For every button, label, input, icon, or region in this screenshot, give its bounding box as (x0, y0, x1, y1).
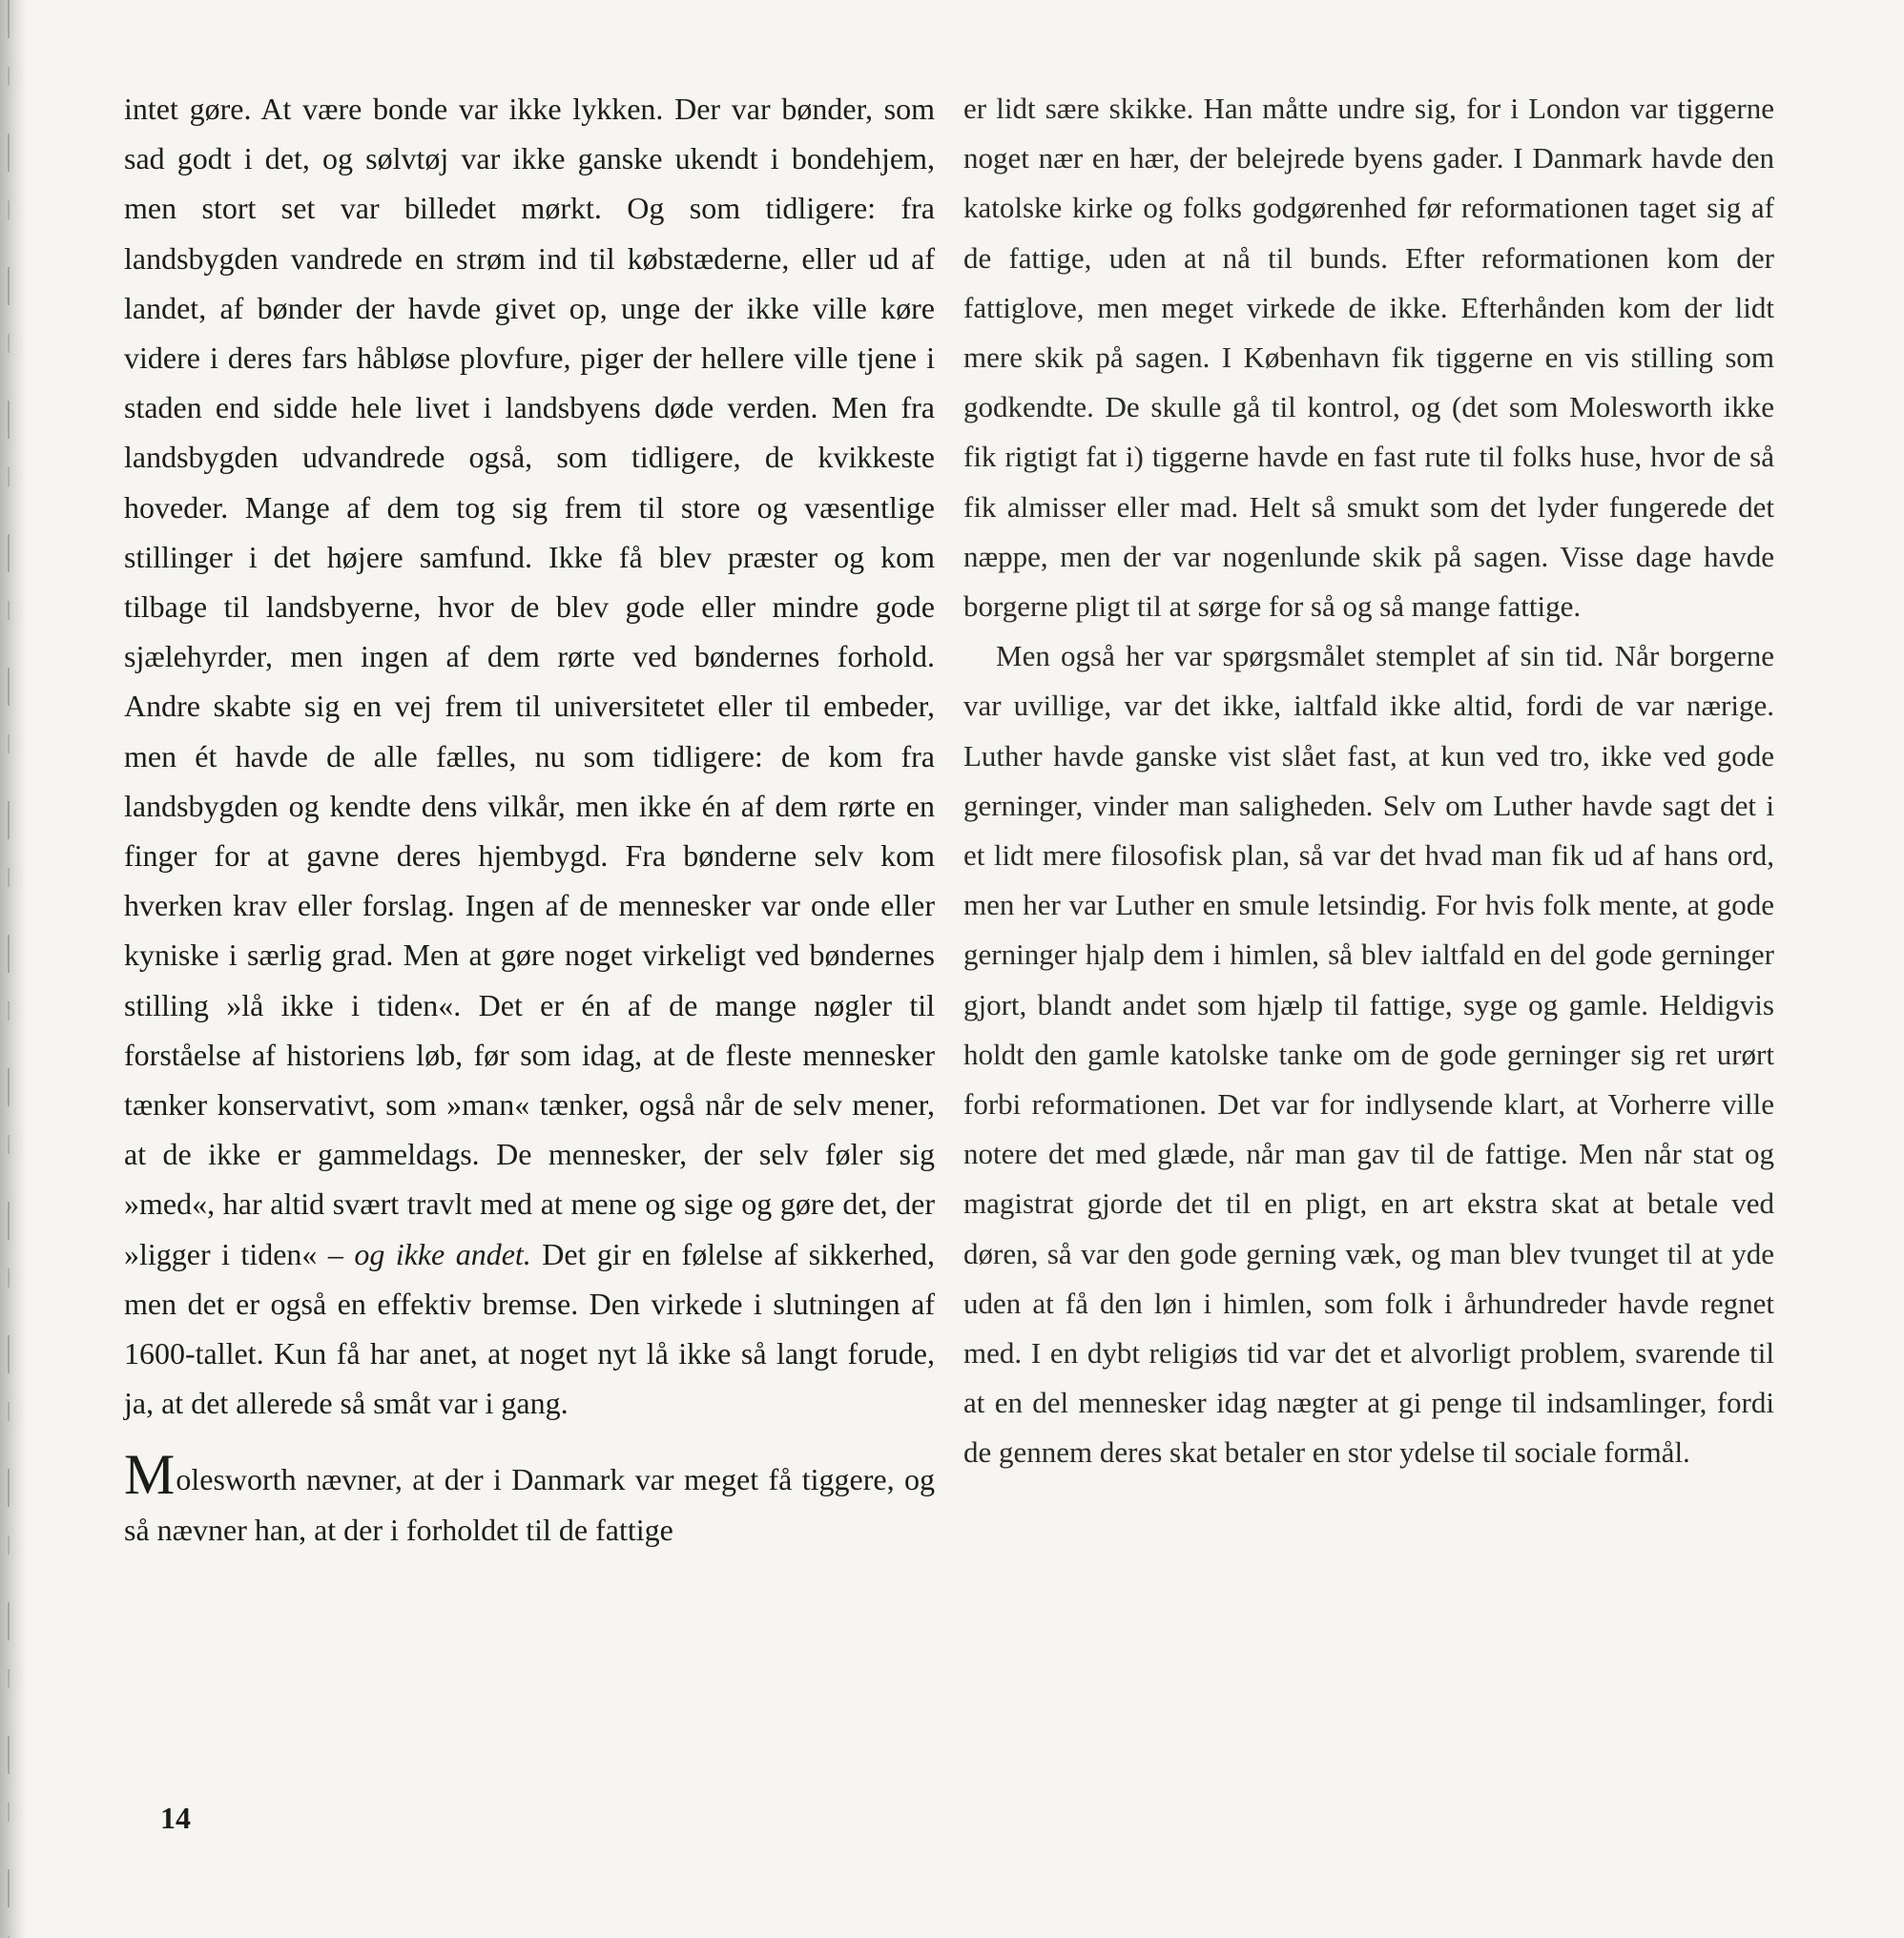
drop-cap: M (124, 1443, 176, 1507)
left-paragraph-1-italic: og ikke andet. (354, 1236, 531, 1271)
left-column (124, 84, 935, 1555)
right-paragraph-2: Men også her var spørgsmålet stemplet af sin tid. Når borgerne var uvillige, var det ikke, ialtfald ikke altid, fordi de var nærige. Luther havde ganske vist slået fast, at kun ved tro, ikke ved gode gerninger, vinder man saligheden. Selv om Luther havde sagt det i et lidt mere filosofisk plan, så var det hvad man fik ud af hans ord, men her var Luther en smule letsindig. For hvis folk mente, at gode gerninger hjalp dem i himlen, så blev ialtfald en del gode gerninger gjort, blandt andet som hjælp til fattige, syge og gamle. Heldigvis holdt den gamle katolske tanke om de gode gerninger sig ret urørt forbi reformationen. Det var for indlysende klart, at Vorherre ville notere det med glæde, når man gav til de fattige. Men når stat og magistrat gjorde det til en pligt, en art ekstra skat at betale ved døren, så var den gode gerning væk, og man blev tvunget til at yde uden at få den løn i himlen, som folk i århundreder havde regnet med. I en dybt religiøs tid var det et alvorligt problem, svarende til at en del mennesker idag nægter at gi penge til indsamlinger, fordi de gennem deres skat betaler en stor ydelse til sociale formål. (963, 639, 1774, 1470)
right-column (963, 84, 1774, 1478)
right-paragraph-1: er lidt sære skikke. Han måtte undre sig, for i London var tiggerne noget nær en hær, der belejrede byens gader. I Danmark havde den katolske kirke og folks godgørenhed før reformationen taget sig af de fattige, uden at nå til bunds. Efter reformationen kom der fattiglove, men meget virkede de ikke. Efterhånden kom der lidt mere skik på sagen. I København fik tiggerne en vis stilling som godkendte. De skulle gå til kontrol, og (det som Molesworth ikke fik rigtigt fat i) tiggerne havde en fast rute til folks huse, hvor de så fik almisser eller mad. Helt så smukt som det lyder fungerede det næppe, men der var nogenlunde skik på sagen. Visse dage havde borgerne pligt til at sørge for så og så mange fattige. (963, 92, 1774, 624)
left-paragraph-1-end: Det gir en følelse af sikkerhed, men det er også en effektiv bremse. Den virkede i slutningen af 1600-tallet. Kun få har anet, at noget nyt lå ikke så langt forude, ja, at det allerede så småt var i gang. (124, 1236, 936, 1421)
page-gutter (8, 0, 10, 1938)
page-number: 14 (160, 1801, 191, 1835)
left-paragraph-1-text: intet gøre. At være bonde var ikke lykken. Der var bønder, som sad godt i det, og sølvtøj var ikke ganske ukendt i bondehjem, men stort set var billedet mørkt. Og som tidligere: fra landsbygden vandrede en strøm ind til købstæderne, eller ud af landet, af bønder der havde givet op, unge der ikke ville køre videre i deres fars håbløse plovfure, piger der hellere ville tjene i staden end sidde hele livet i landsbyens døde verden. Men fra landsbygden udvandrede også, som tidligere, de kvikkeste hoveder. Mange af dem tog sig frem til store og væsentlige stillinger i det højere samfund. Ikke få blev præster og kom tilbage til landsbyerne, hvor de blev gode eller mindre gode sjælehyrder, men ingen af dem rørte ved bøndernes forhold. Andre skabte sig en vej frem til universitetet eller til embeder, men ét havde de alle fælles, nu som tidligere: de kom fra landsbygden og kendte dens vilkår, men ikke én af dem rørte en finger for at gavne deres hjembygd. Fra bønderne selv kom hverken krav eller forslag. Ingen af de mennesker var onde eller kyniske i særlig grad. Men at gøre noget virkeligt ved bøndernes stilling »lå ikke i tiden«. Det er én af de mange nøgler til forståelse af historiens løb, før som idag, at de fleste mennesker tænker konservativt, som »man« tænker, også når de selv mener, at de ikke er gammeldags. De mennesker, der selv føler sig »med«, har altid svært travlt med at mene og sige og gøre det, der »ligger i tiden« – (124, 92, 935, 1271)
left-paragraph-1 (124, 84, 935, 1428)
left-paragraph-2-text: olesworth nævner, at der i Danmark var meget få tiggere, og så nævner han, at der i forholdet til de fattige (124, 1462, 935, 1547)
left-paragraph-2 (124, 1443, 935, 1554)
